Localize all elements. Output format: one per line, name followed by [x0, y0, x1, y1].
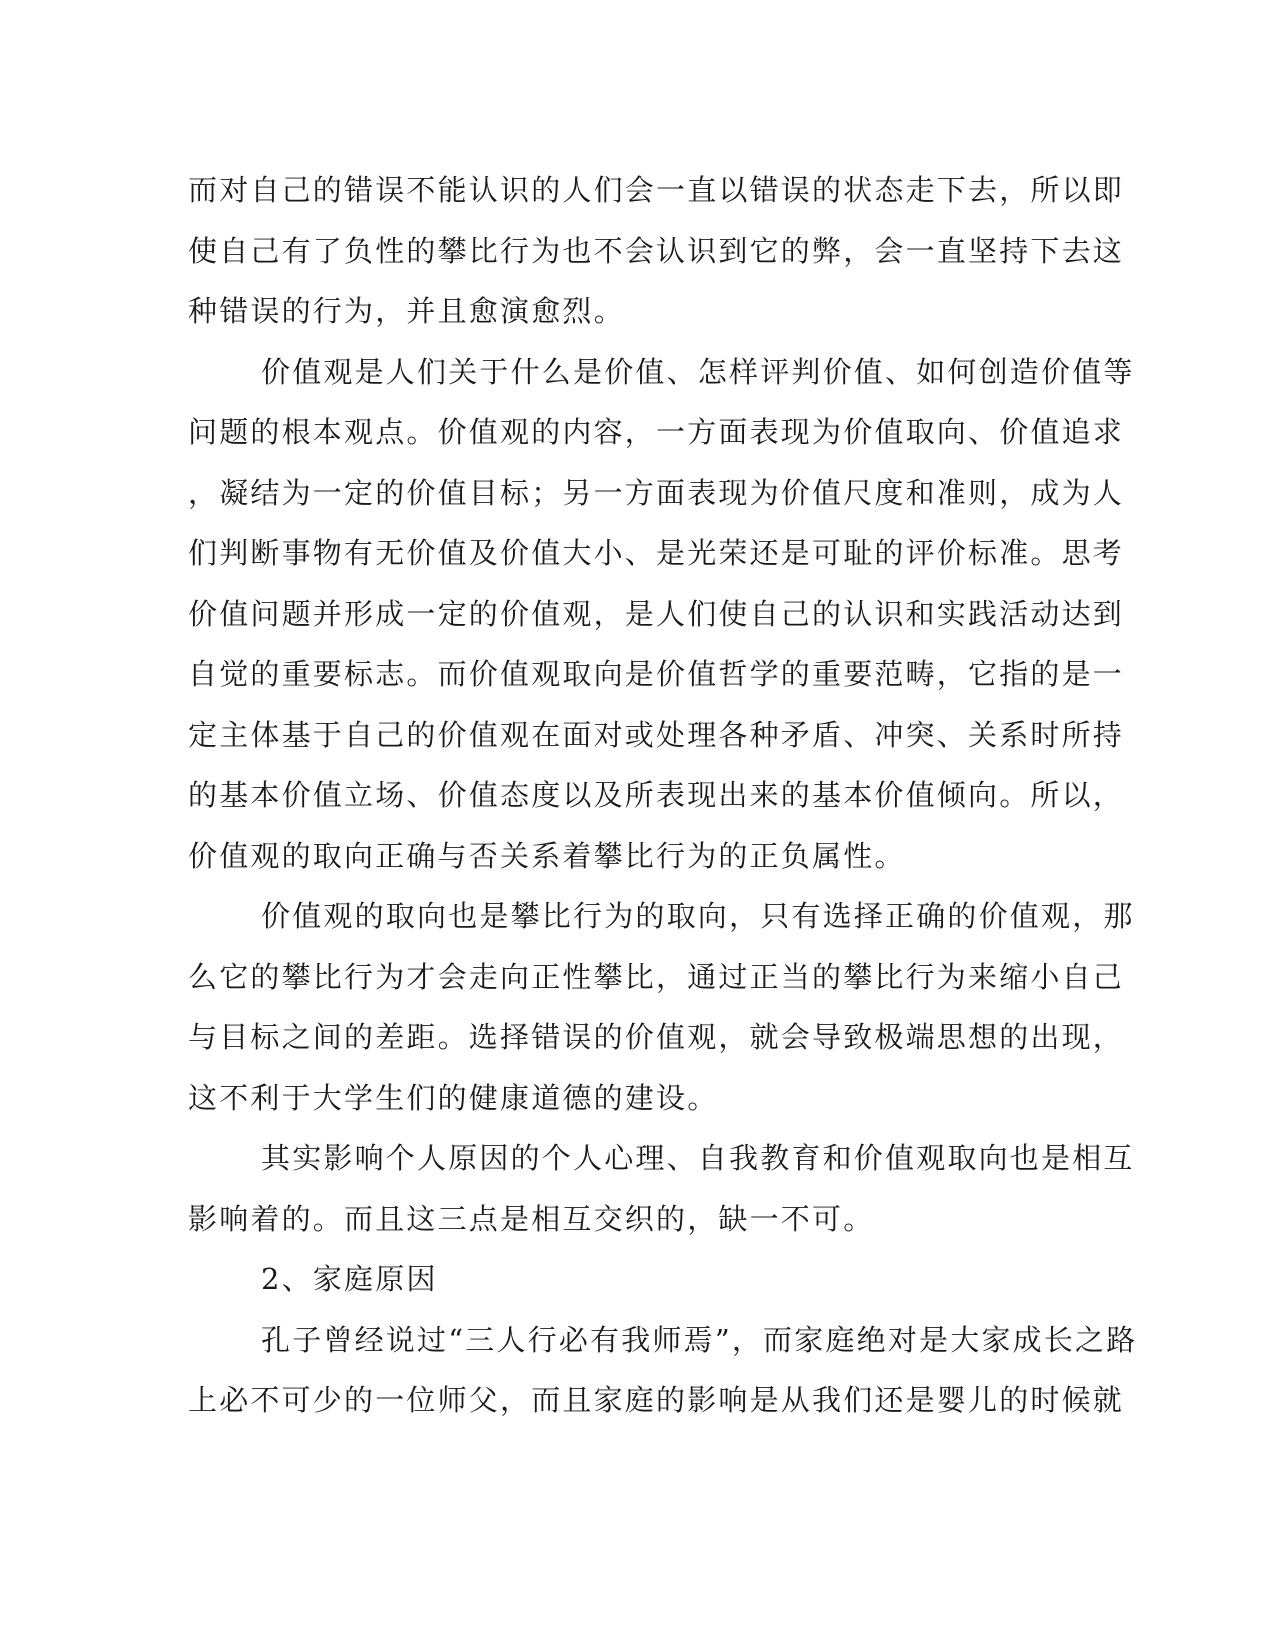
paragraph-start-line: 价值观是人们关于什么是价值、怎样评判价值、如何创造价值等 — [261, 354, 1135, 389]
text-line: 么它的攀比行为才会走向正性攀比，通过正当的攀比行为来缩小自己 — [188, 959, 1125, 994]
text-line: 而对自己的错误不能认识的人们会一直以错误的状态走下去，所以即 — [188, 173, 1125, 207]
text-line: 影响着的。而且这三点是相互交织的，缺一不可。 — [188, 1201, 875, 1236]
text-line: 的基本价值立场、价值态度以及所表现出来的基本价值倾向。所以， — [188, 778, 1125, 812]
text-line: ，凝结为一定的价值目标；另一方面表现为价值尺度和准则，成为人 — [188, 475, 1125, 510]
text-line: 种错误的行为，并且愈演愈烈。 — [188, 294, 625, 328]
text-line: 上必不可少的一位师父，而且家庭的影响是从我们还是婴儿的时候就 — [188, 1383, 1125, 1417]
text-line: 定主体基于自己的价值观在面对或处理各种矛盾、冲突、关系时所持 — [188, 717, 1125, 752]
text-line: 价值观的取向正确与否关系着攀比行为的正负属性。 — [188, 838, 906, 873]
body-text — [188, 160, 1138, 1431]
paragraph-start-line: 孔子曾经说过“三人行必有我师焉”，而家庭绝对是大家成长之路 — [261, 1322, 1138, 1357]
paragraph-start-line: 价值观的取向也是攀比行为的取向，只有选择正确的价值观，那 — [261, 899, 1135, 933]
section-heading: 2、家庭原因 — [261, 1262, 438, 1296]
text-line: 们判断事物有无价值及价值大小、是光荣还是可耻的评价标准。思考 — [188, 536, 1125, 570]
text-line: 价值问题并形成一定的价值观，是人们使自己的认识和实践活动达到 — [188, 596, 1125, 631]
text-line: 问题的根本观点。价值观的内容，一方面表现为价值取向、价值追求 — [188, 415, 1125, 449]
text-line: 与目标之间的差距。选择错误的价值观，就会导致极端思想的出现， — [188, 1020, 1125, 1054]
paragraph-start-line: 其实影响个人原因的个人心理、自我教育和价值观取向也是相互 — [261, 1141, 1135, 1175]
text-line: 自觉的重要标志。而价值观取向是价值哲学的重要范畴，它指的是一 — [188, 657, 1125, 691]
text-line: 使自己有了负性的攀比行为也不会认识到它的弊，会一直坚持下去这 — [188, 233, 1125, 268]
text-line: 这不利于大学生们的健康道德的建设。 — [188, 1080, 719, 1115]
